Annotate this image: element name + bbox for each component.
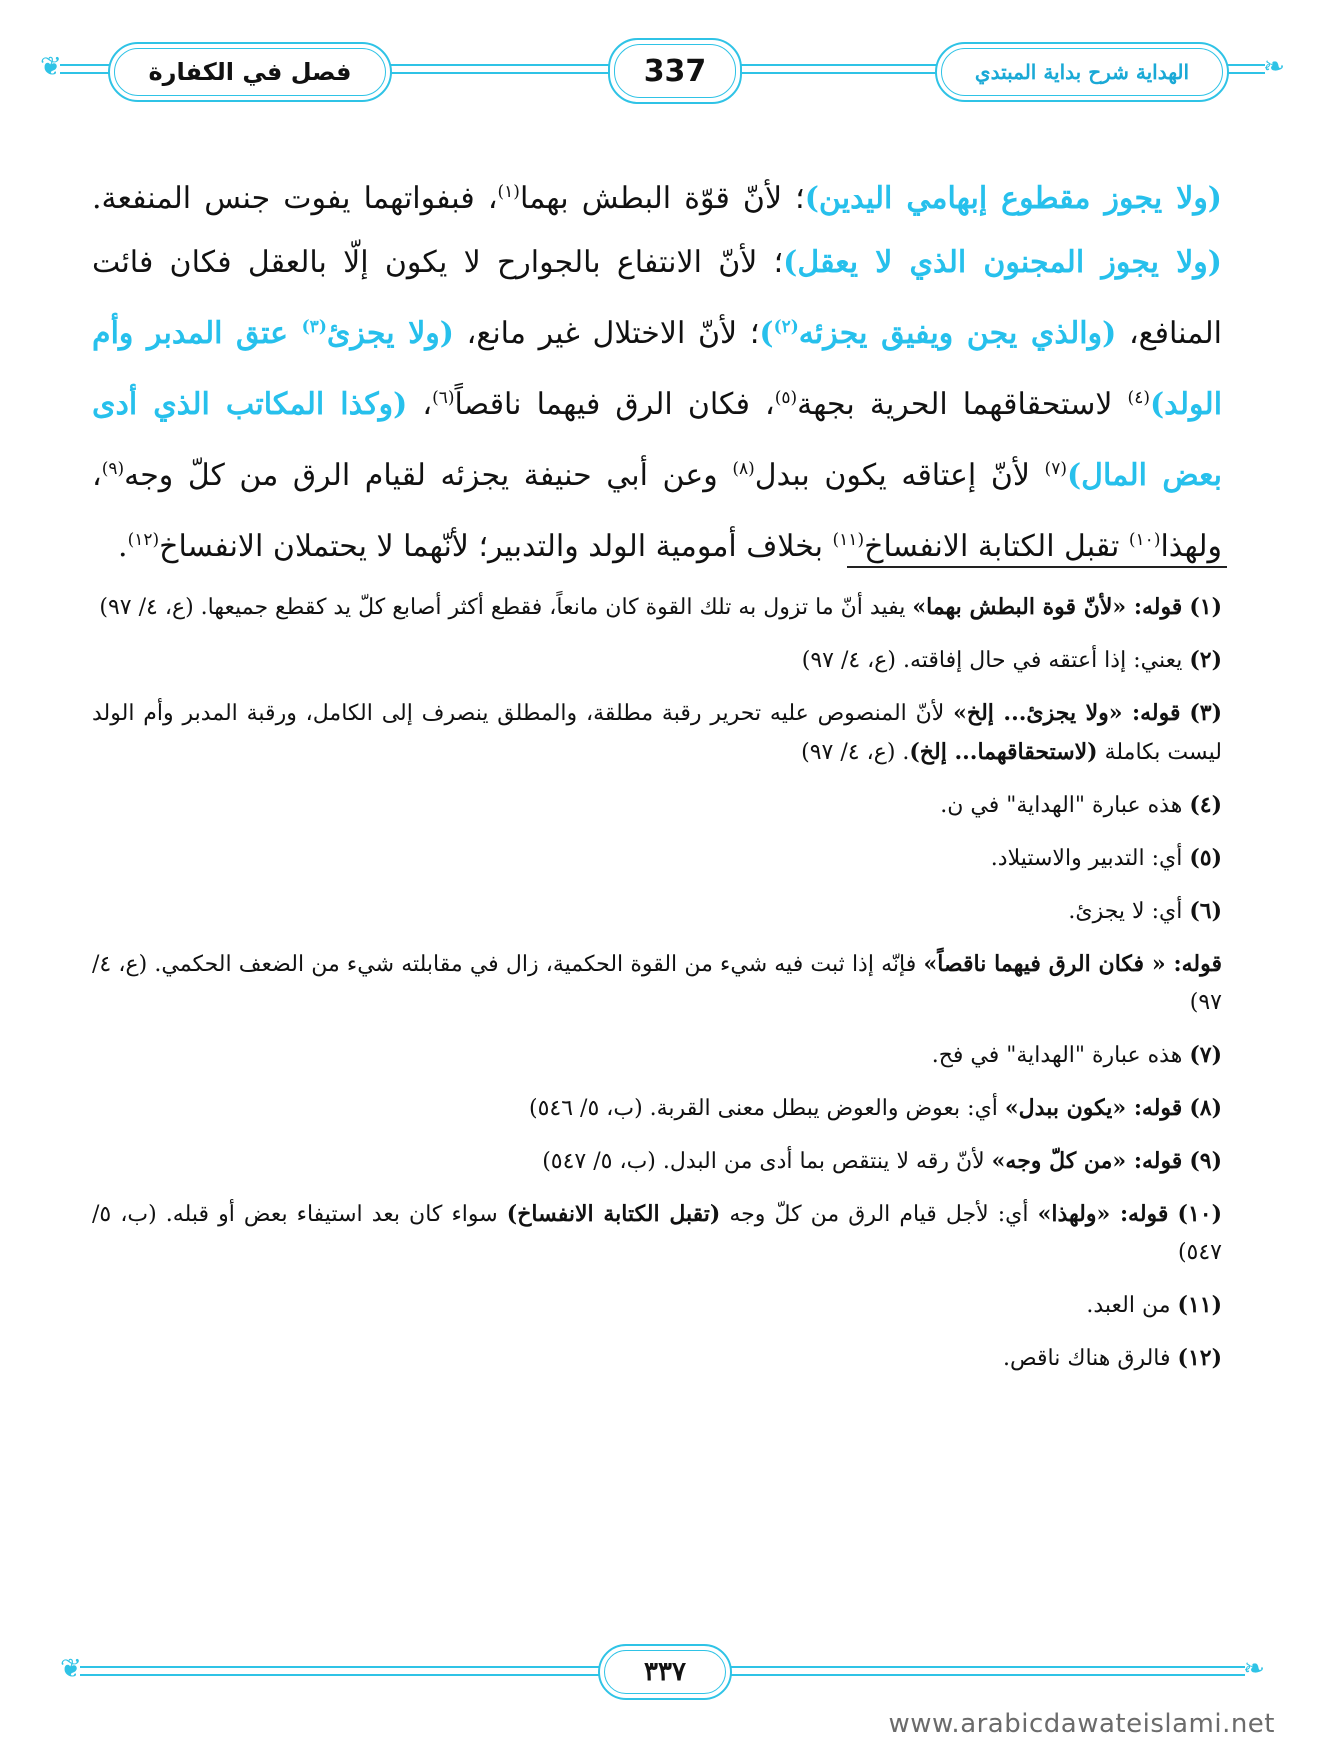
footnote-ref: (٧): [1044, 459, 1067, 479]
sharh-text: ؛ لأنّ الانتفاع بالجوارح لا يكون إلّا بالعقل فكان فائت المنافع،: [92, 245, 1223, 351]
footnote-quote: قوله: «ولا يجزئ... إلخ»: [953, 700, 1181, 726]
footnote-item: [92, 839, 1222, 878]
page-footer: [60, 1640, 1265, 1700]
footnote-item: [92, 892, 1222, 931]
footnote-item: [92, 1036, 1222, 1075]
matn-text: (ولا يجزئ: [326, 316, 454, 351]
footnote-quote: قوله: «من كلّ وجه»: [991, 1148, 1183, 1174]
footnote-ref: (٨): [732, 459, 755, 479]
footnote-separator: [847, 566, 1227, 568]
footnote-text: أي: بعوض والعوض يبطل معنى القربة. (ب، ٥/ ٥٤٦): [528, 1096, 1005, 1121]
main-text: [92, 160, 1222, 579]
sharh-text: تقبل الكتابة الانفساخ: [864, 529, 1129, 564]
sharh-text: وعن أبي حنيفة يجزئه لقيام الرق من كلّ وجه: [124, 458, 733, 493]
footnote-item: [92, 1142, 1222, 1181]
footnote-text: أي: لا يجزئ.: [1068, 899, 1183, 924]
footnote-ref: (٤): [1127, 388, 1150, 408]
footnote-quote: قوله: «يكون ببدل»: [1004, 1095, 1183, 1121]
sharh-text: لأنّ إعتاقه يكون ببدل: [754, 458, 1045, 493]
footnote-item: [92, 1339, 1222, 1378]
footnote-item: [92, 945, 1222, 1022]
footnote-number: (٣): [1189, 700, 1223, 726]
footnote-text: فالرق هناك ناقص.: [1003, 1346, 1171, 1371]
sharh-text: .: [118, 529, 128, 564]
footnote-ref: (١): [497, 182, 520, 202]
footnote-ref: (١٠): [1128, 530, 1161, 550]
sharh-text: ، ولهذا: [92, 458, 1222, 564]
footnote-text: يعني: إذا أعتقه في حال إفاقته. (ع، ٤/ ٩٧): [801, 648, 1183, 673]
footnote-quote: قوله: «ولهذا»: [1037, 1201, 1169, 1227]
footnote-quote: قوله: « فكان الرق فيهما ناقصاً»: [923, 951, 1222, 977]
header-page-number: 337: [608, 38, 742, 104]
book-title: الهداية شرح بداية المبتدي: [935, 42, 1229, 102]
sharh-text: بخلاف أمومية الولد والتدبير؛ لأنّهما لا يحتملان الانفساخ: [159, 529, 833, 564]
matn-text: (ولا يجوز المجنون الذي لا يعقل): [783, 245, 1222, 280]
footnotes: [92, 588, 1222, 1392]
matn-text: ): [759, 316, 774, 351]
sharh-text: ؛ لأنّ قوّة البطش بهما: [519, 181, 805, 216]
footnote-text: . (ع، ٤/ ٩٧): [801, 740, 910, 765]
footnote-ref: (١١): [832, 530, 865, 550]
footnote-ref: (١٢): [127, 530, 160, 550]
footnote-text: هذه عبارة "الهداية" في فح.: [931, 1043, 1183, 1068]
ornament-left-icon: ❦: [40, 52, 62, 82]
footnote-quote: (تقبل الكتابة الانفساخ): [506, 1201, 721, 1227]
footer-page-number: ٣٣٧: [598, 1644, 732, 1700]
footnote-number: (٩): [1189, 1148, 1222, 1174]
footnote-text: سواء كان بعد استيفاء بعض أو قبله. (ب، ٥/ ٥٤٧): [92, 1202, 1222, 1265]
footnote-item: [92, 641, 1222, 680]
footnote-number: (٧): [1189, 1042, 1222, 1068]
sharh-text: ؛ لأنّ الاختلال غير مانع،: [454, 316, 760, 351]
footnote-text: هذه عبارة "الهداية" في ن.: [940, 793, 1183, 818]
footnote-quote: (لاستحقاقهما... إلخ): [909, 739, 1098, 765]
footnote-number: (١١): [1177, 1292, 1222, 1318]
page-header: [40, 38, 1285, 118]
footnote-text: لأنّ المنصوص عليه تحرير رقبة مطلقة، والمطلق ينصرف إلى الكامل، ورقبة المدبر وأم الولد ليست بكاملة: [92, 701, 1222, 765]
footer-ornament-left-icon: ❦: [60, 1654, 82, 1684]
website-url: www.arabicdawateislami.net: [888, 1709, 1275, 1739]
footnote-ref: (٩): [101, 459, 125, 479]
matn-text: عتق المدبر وأم الولد): [92, 316, 1223, 422]
footnote-item: [92, 694, 1222, 772]
chapter-title: فصل في الكفارة: [108, 42, 392, 102]
footnote-text: فإنّه إذا ثبت فيه شيء من القوة الحكمية، زال في مقابلته شيء من الضعف الحكمي. (ع، ٤/ ٩٧): [92, 952, 1222, 1015]
footnote-number: (٦): [1189, 898, 1222, 924]
footnote-number: (٤): [1189, 792, 1222, 818]
footnote-number: (١٠): [1177, 1201, 1223, 1227]
footnote-quote: قوله: «لأنّ قوة البطش بهما»: [912, 594, 1183, 620]
footnote-text: أي: التدبير والاستيلاد.: [990, 846, 1183, 871]
footnote-item: [92, 1286, 1222, 1325]
footnote-number: (١٢): [1177, 1345, 1222, 1371]
footnote-text: لأنّ رقه لا ينتقص بما أدى من البدل. (ب، ٥/ ٥٤٧): [542, 1149, 992, 1174]
footnote-item: [92, 1089, 1222, 1128]
footnote-text: من العبد.: [1086, 1293, 1171, 1318]
footnote-item: [92, 588, 1222, 627]
footnote-number: (٢): [1189, 647, 1222, 673]
footnote-number: (١): [1189, 594, 1222, 620]
footnote-ref: (٦): [432, 388, 455, 408]
footnote-text: أي: لأجل قيام الرق من كلّ وجه: [720, 1202, 1038, 1227]
footnote-ref: (٢): [773, 317, 799, 337]
ornament-right-icon: ❧: [1263, 52, 1285, 82]
sharh-text: ، فكان الرق فيهما ناقصاً: [454, 387, 775, 422]
footnote-item: [92, 1195, 1222, 1272]
footnote-number: (٨): [1189, 1095, 1222, 1121]
matn-text: (والذي يجن ويفيق يجزئه: [798, 316, 1117, 351]
sharh-text: ، فبفواتهما يفوت جنس المنفعة.: [92, 181, 498, 216]
footnote-ref: (٣): [301, 317, 327, 337]
sharh-text: ،: [407, 387, 433, 422]
footnote-ref: (٥): [774, 388, 798, 408]
footnote-text: يفيد أنّ ما تزول به تلك القوة كان مانعاً، فقطع أكثر أصابع كلّ يد كقطع جميعها. (ع، ٤/ ٩٧): [99, 595, 913, 620]
footnote-number: (٥): [1189, 845, 1222, 871]
footnote-item: [92, 786, 1222, 825]
matn-text: (ولا يجوز مقطوع إبهامي اليدين): [804, 181, 1222, 216]
matn-text: (وكذا المكاتب الذي أدى بعض المال): [92, 387, 1222, 493]
sharh-text: لاستحقاقهما الحرية بجهة: [797, 387, 1128, 422]
footer-ornament-right-icon: ❧: [1243, 1654, 1265, 1684]
